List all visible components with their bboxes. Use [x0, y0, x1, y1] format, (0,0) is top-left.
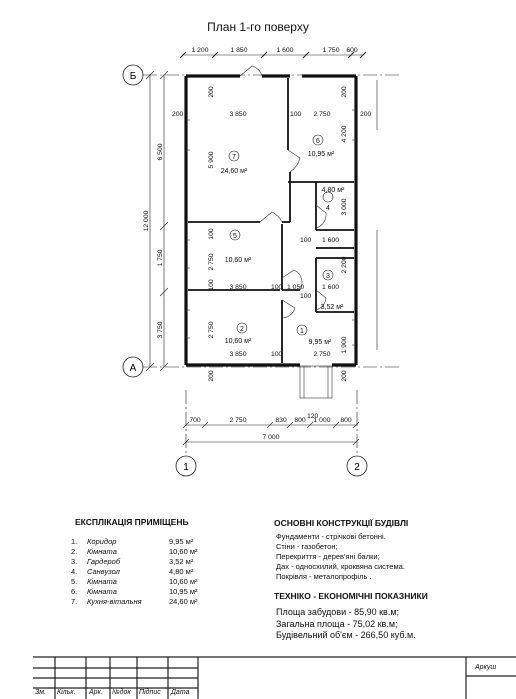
dim-top-4: 1 750 — [322, 47, 340, 54]
dim-3850b: 3 850 — [229, 284, 247, 291]
dim-bottom-5: 1 000 — [313, 417, 331, 424]
dim-2750v2: 2 750 — [208, 321, 215, 339]
dim-top-3: 1 600 — [276, 47, 294, 54]
dim-3000: 3 000 — [341, 198, 348, 216]
dim-100a: 100 — [290, 111, 302, 118]
dim-100-left2: 100 — [208, 279, 215, 291]
dim-200-top-right: 200 — [341, 86, 348, 98]
list-item: Покрівля - металопрофіль . — [276, 572, 372, 581]
dim-top-2: 1 850 — [230, 47, 248, 54]
dim-3850a: 3 850 — [229, 111, 247, 118]
room-3-number: 3 — [326, 273, 330, 280]
stamp-col-zm: Зм. — [35, 689, 47, 696]
dim-200-bottom: 200 — [208, 370, 215, 382]
room-5-area: 10,60 м² — [224, 257, 252, 264]
dim-100-left1: 100 — [208, 228, 215, 240]
table-row: 1. Коридор 9,95 м² — [71, 537, 194, 546]
dim-3850c: 3 850 — [229, 351, 247, 358]
table-row: 5. Кімната 10,60 м² — [71, 577, 198, 586]
tech-heading: ТЕХНІКО - ЕКОНОМІЧНІ ПОКАЗНИКИ — [274, 591, 428, 601]
dim-100e: 100 — [271, 351, 283, 358]
dim-left-upper: 6 500 — [157, 143, 164, 161]
list-item: Загальна площа - 75,02 кв.м; — [276, 618, 398, 629]
table-row: 2. Кімната 10,60 м² — [71, 547, 198, 556]
room-3-area: 3,52 м² — [320, 304, 344, 311]
dim-2200: 2 200 — [341, 256, 348, 274]
dim-200a: 200 — [172, 111, 184, 118]
dim-1900: 1 900 — [341, 336, 348, 354]
room-2-area: 10,60 м² — [224, 338, 252, 345]
list-item: Фундаменти - стрічкові бетонні. — [276, 532, 386, 541]
dim-2750a: 2 750 — [313, 111, 331, 118]
dim-bottom-3: 830 — [275, 417, 287, 424]
dim-total-width: 7 000 — [262, 434, 280, 441]
dim-left-mid: 1 750 — [157, 249, 164, 267]
list-item: Площа забудови - 85,90 кв.м; — [276, 607, 400, 617]
table-row: 6. Кімната 10,95 м² — [71, 587, 198, 596]
dim-200b: 200 — [360, 111, 372, 118]
room-4-area: 4,80 м² — [321, 187, 345, 194]
dim-5900: 5 900 — [208, 151, 215, 169]
table-row: 4. Санвузол 4,80 м² — [71, 567, 194, 576]
dim-bottom-6: 800 — [340, 417, 352, 424]
room-1-area: 9,95 м² — [308, 339, 332, 346]
stamp-col-kilk: Кільк. — [57, 689, 76, 696]
list-item: Дах - односхилий, кроквяна система. — [276, 562, 405, 571]
dim-100b: 100 — [300, 237, 312, 244]
stamp-col-doc: №док — [112, 689, 131, 696]
explication-table — [71, 537, 202, 607]
room-7-area: 24,60 м² — [220, 168, 248, 175]
dim-2750v: 2 750 — [208, 253, 215, 271]
dim-bottom-2: 2 750 — [229, 417, 247, 424]
stamp-sheet-label: Аркуш — [475, 664, 497, 671]
tech-list — [276, 607, 416, 642]
list-item: Стіни - газобетон; — [276, 542, 338, 551]
list-item: Перекриття - дерев'яні балки; — [276, 552, 380, 561]
room-5-number: 5 — [233, 233, 237, 240]
dim-200-bottom-right: 200 — [341, 370, 348, 382]
stamp-col-date: Дата — [171, 689, 190, 696]
room-4-number: 4 — [326, 205, 330, 212]
room-1-number: 1 — [300, 328, 304, 335]
dim-top-5: 600 — [346, 47, 358, 54]
axis-1-label: 1 — [183, 462, 189, 473]
explication-heading: ЕКСПЛІКАЦІЯ ПРИМІЩЕНЬ — [75, 517, 189, 527]
stamp-col-ark: Арк. — [89, 689, 103, 696]
dim-2750c: 2 750 — [313, 351, 331, 358]
room-7-number: 7 — [232, 154, 236, 161]
dim-100c: 100 — [271, 284, 283, 291]
table-row: 7. Кухня-вітальня 24,60 м² — [71, 597, 198, 606]
dim-bottom-1: 700 — [189, 417, 201, 424]
dim-200-top: 200 — [208, 86, 215, 98]
table-row: 3. Гардероб 3,52 м² — [71, 557, 194, 566]
axis-a-label: А — [129, 363, 137, 374]
dim-left-total: 12 000 — [143, 210, 150, 232]
page-title: План 1-го поверху — [207, 20, 309, 34]
room-6-area: 10,95 м² — [307, 151, 335, 158]
room-2-number: 2 — [240, 326, 244, 333]
dim-bottom-4: 800 — [294, 417, 306, 424]
dim-1600a: 1 600 — [322, 237, 340, 244]
room-6-number: 6 — [316, 138, 320, 145]
constructions-list — [276, 532, 405, 582]
dim-bottom-extra: 120 — [307, 413, 319, 420]
dim-1600b: 1 600 — [322, 284, 340, 291]
dim-left-lower: 3 750 — [157, 321, 164, 339]
dim-100d: 100 — [300, 293, 312, 300]
axis-b-label: Б — [129, 71, 137, 82]
dim-1050: 1 050 — [287, 284, 305, 291]
constructions-heading: ОСНОВНІ КОНСТРУКЦІЇ БУДІВЛІ — [274, 518, 409, 528]
list-item: Будівельний об'єм - 266,50 куб.м. — [276, 630, 416, 640]
dim-4200: 4 200 — [341, 125, 348, 143]
axis-2-label: 2 — [354, 462, 360, 473]
stamp-col-sign: Підпис — [139, 689, 161, 696]
dim-top-1: 1 200 — [191, 47, 209, 54]
